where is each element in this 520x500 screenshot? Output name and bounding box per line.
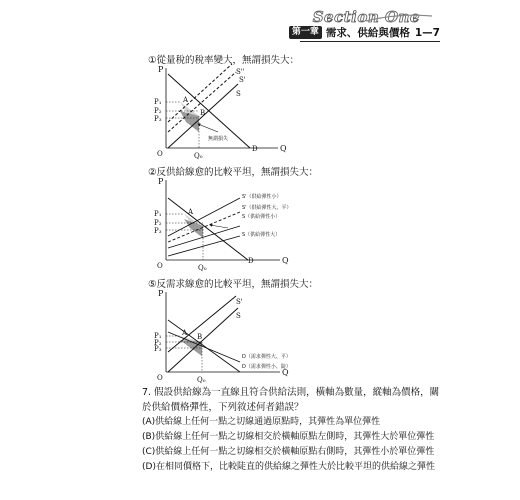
d-label: D [248,257,254,265]
s2-label: S'' [236,68,245,76]
option-b: (B)供給線上任何一點之切線相交於橫軸原點左側時，其彈性大於單位彈性 [142,432,435,442]
axis-q: Q [280,144,287,153]
supply-steep-prime [168,198,240,236]
q0-label: Q₀ [197,376,206,384]
s1-label: S' [236,298,243,306]
deadweight-arrow [198,124,218,132]
origin: O [157,262,163,270]
s-steep-label: S（供給彈性小） [242,214,281,220]
supply-s [168,308,238,372]
q0-label: Q₀ [194,152,203,160]
p1-label: P₁ [154,332,162,340]
d-label: D [252,145,258,153]
case-3-title: ⑤反需求線愈的比較平坦，無謂損失大： [148,279,319,290]
s1-label: S' [239,76,246,84]
case-2-title: ②反供給線愈的比較平坦，無謂損失大： [148,167,319,178]
case-1-graph [148,64,298,164]
deadweight-label: 無謂損失 [208,136,229,142]
point-b: B [197,333,203,341]
case-2-graph [148,176,298,276]
p2-label: P₂ [154,219,162,227]
point-a: A [188,208,194,216]
axis-q: Q [282,256,289,265]
question-7 [142,385,442,475]
option-d: (D)在相同價格下，比較陡直的供給線之彈性大於比較平坦的供給線之彈性 [142,462,435,472]
supply-steep [168,226,240,248]
demand-flat [168,332,240,362]
demand-steep [168,320,240,372]
s-label: S [236,312,241,320]
page-number: 1—7 [414,26,440,39]
swoosh-icon [364,13,434,23]
point-a: A [182,329,188,337]
p3-label: P₃ [154,227,162,235]
header-rule [300,41,440,42]
demand-curve [168,198,248,260]
origin: O [157,150,163,158]
p1-label: P₁ [154,210,162,218]
axis-p: P [158,65,164,74]
question-stem: 7. 假設供給線為一直線且符合供給法則，橫軸為數量，縱軸為價格，關於供給價格彈性，下列敘述何者錯誤？ [142,387,440,413]
p3-label: P₃ [154,345,162,353]
point-a: A [183,96,189,104]
case-3-graph [148,288,298,388]
option-c: (C)供給線上任何一點之切線相交於橫軸原點右側時，其彈性小於單位彈性 [142,447,435,457]
point-b: B [200,109,206,117]
axis-p: P [158,289,164,298]
d-flat-label: D（需求彈性大、平） [242,354,291,360]
p3-label: P₃ [154,115,162,123]
s-flat-label: S（供給彈性大） [242,232,281,238]
s-label: S [236,90,241,98]
origin: O [157,374,163,382]
p2-label: P₂ [154,339,162,347]
d-steep-label: D（需求彈性小、陡） [242,364,291,370]
p2-label: P₂ [154,107,162,115]
chapter-header [289,26,440,39]
section-label: Section One [312,8,420,26]
s-prime-steep-label: S'（供給彈性小） [242,194,282,200]
p1-label: P₁ [154,98,162,106]
axis-p: P [158,177,164,186]
option-a: (A)供給線上任何一點之切線通過原點時，其彈性為單位彈性 [142,417,381,427]
s-prime-flat-label: S'（供給彈性大、平） [242,205,292,211]
q0-label: Q₀ [198,264,207,272]
axis-q: Q [282,368,289,377]
shift-arrow [210,225,228,228]
case-1-title: ①從量稅的稅率變大，無謂損失大： [148,55,300,66]
chapter-badge: 第一章 [289,26,322,39]
chapter-title: 需求、供給與價格 [325,27,410,39]
